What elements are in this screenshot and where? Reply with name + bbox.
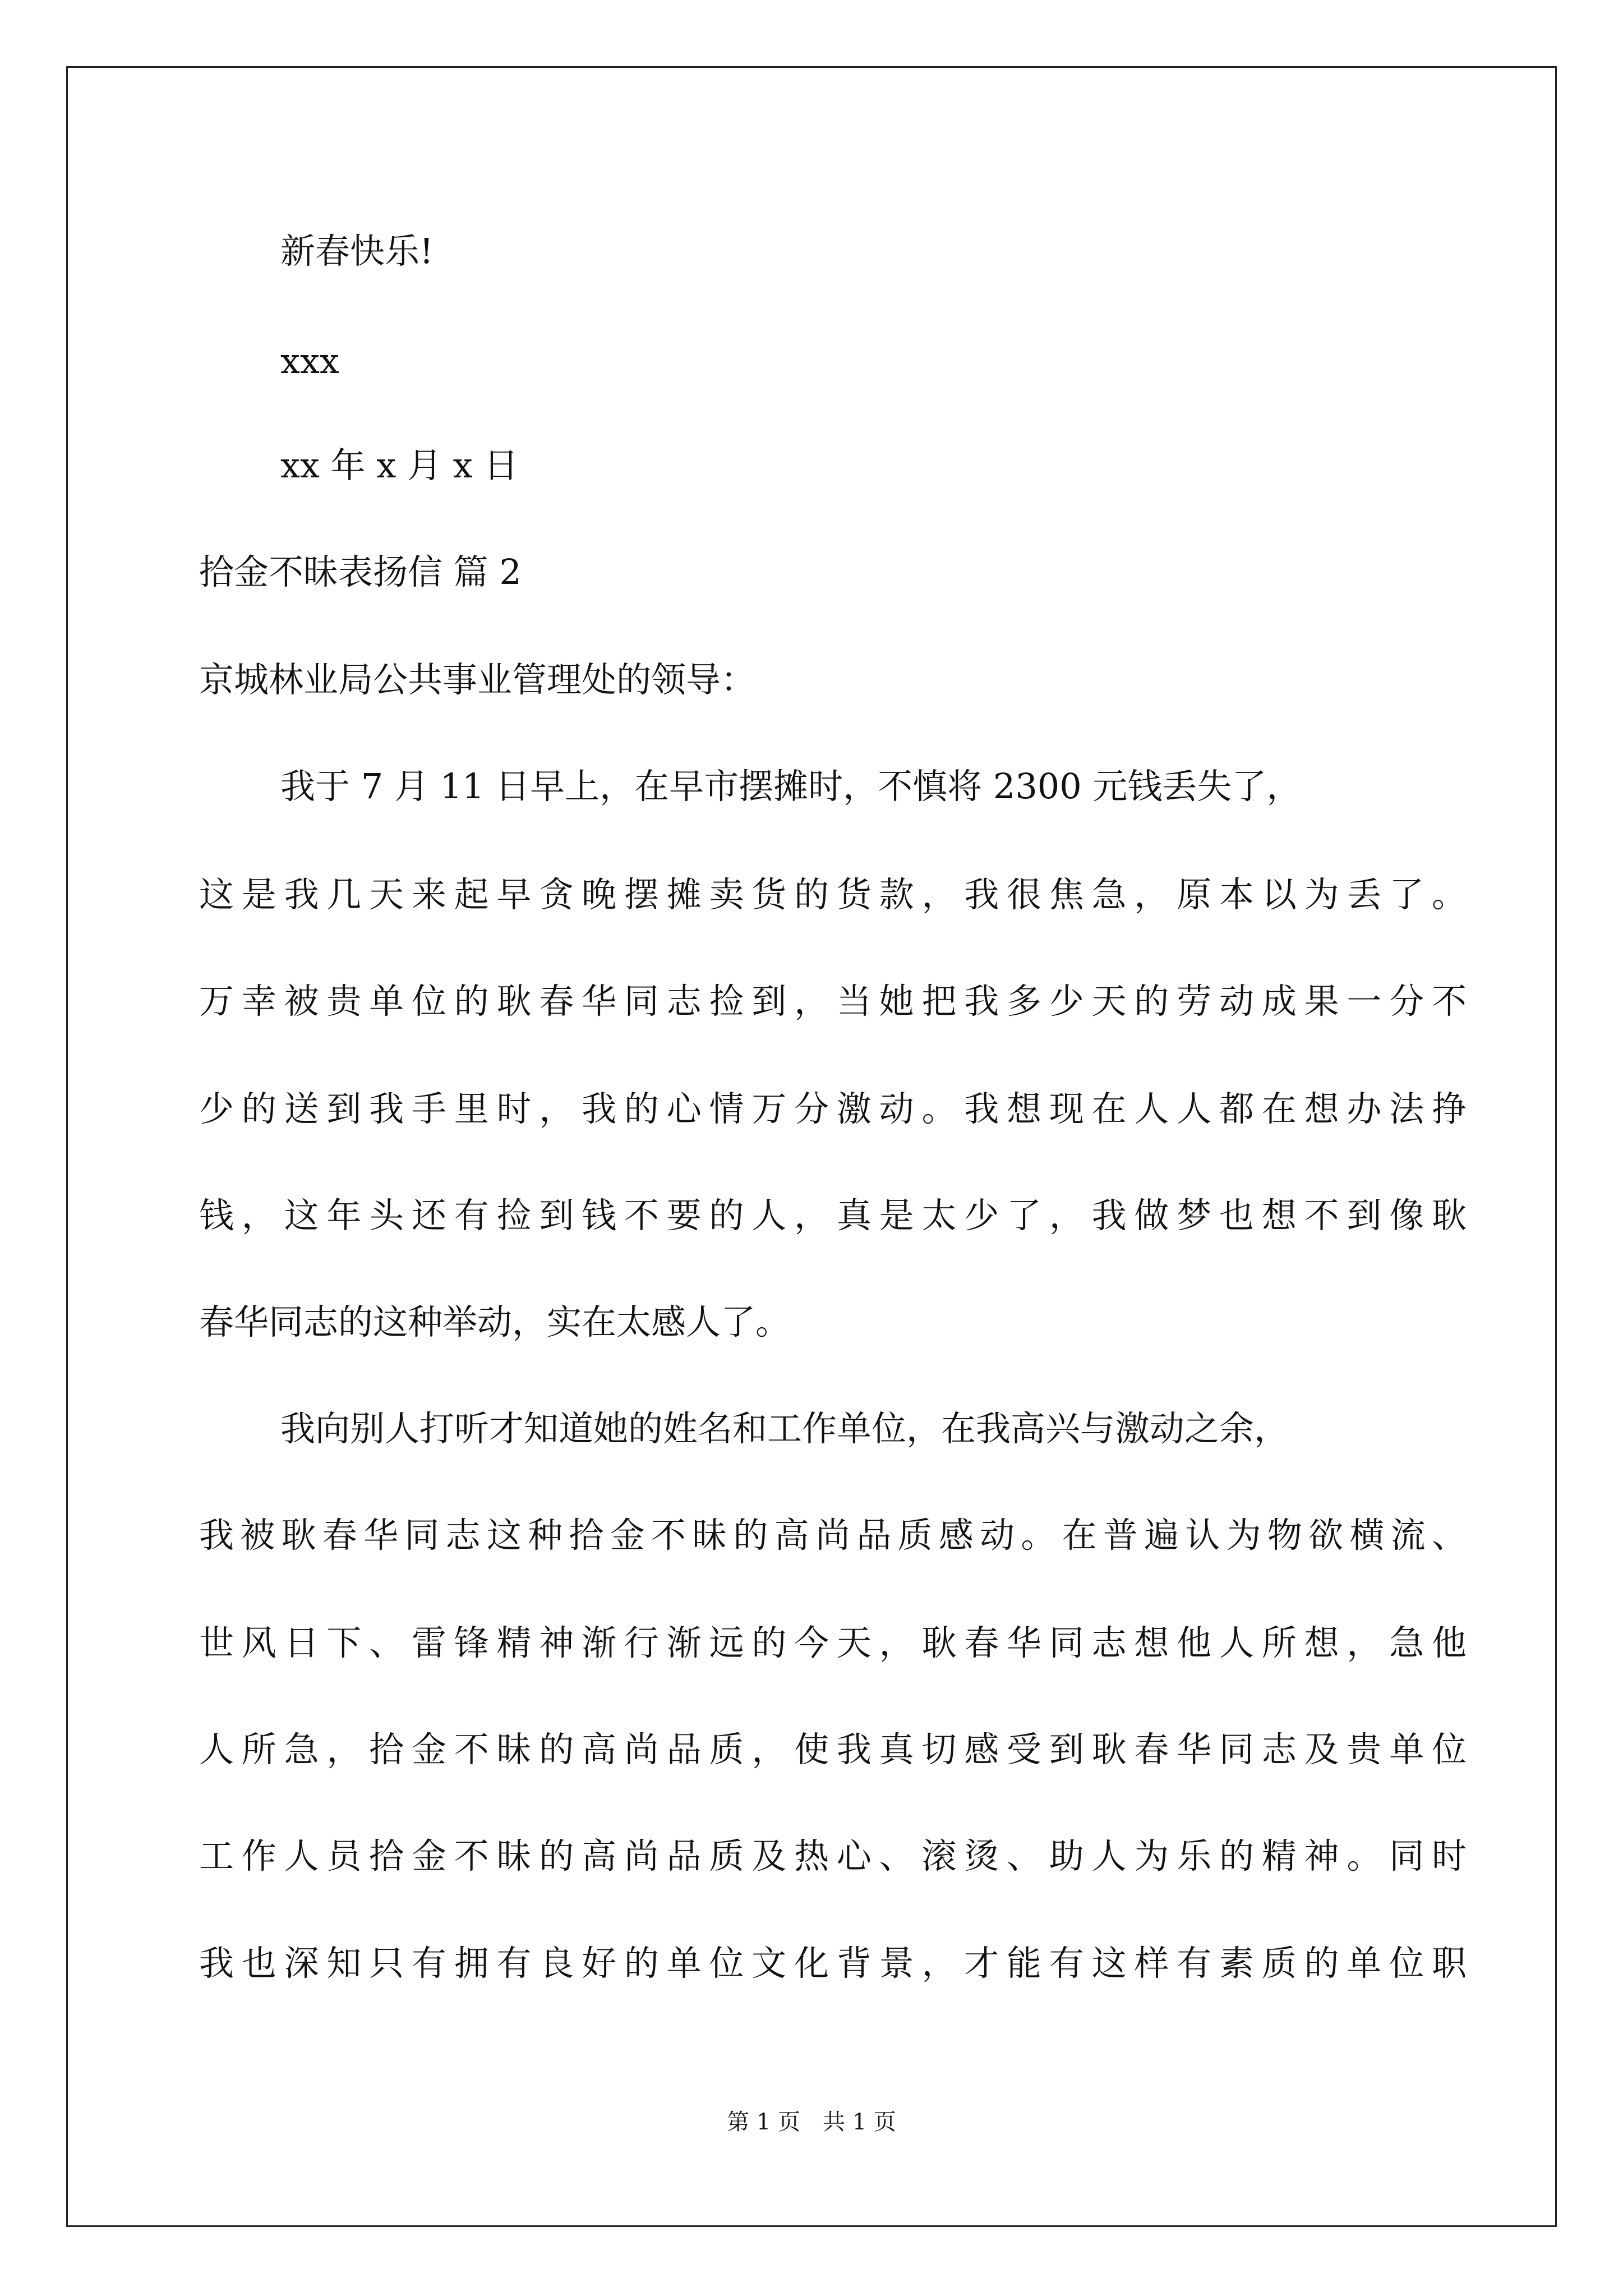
paragraph-2-line-5: 工作人员拾金不昧的高尚品质及热心、滚烫、助人为乐的精神。同时 — [199, 1835, 1467, 1876]
paragraph-2-line-1: 我向别人打听才知道她的姓名和工作单位，在我高兴与激动之余， — [280, 1408, 1289, 1449]
paragraph-1-line-6: 春华同志的这种举动，实在太感人了。 — [199, 1301, 791, 1342]
section-heading: 拾金不昧表扬信 篇 2 — [199, 551, 522, 592]
paragraph-1-line-3: 万幸被贵单位的耿春华同志捡到，当她把我多少天的劳动成果一分不 — [199, 981, 1467, 1022]
letter-salutation: 京城林业局公共事业管理处的领导： — [199, 659, 756, 700]
paragraph-1-line-4: 少的送到我手里时，我的心情万分激动。我想现在人人都在想办法挣 — [199, 1088, 1467, 1129]
paragraph-1-line-2: 这是我几天来起早贪晚摆摊卖货的货款，我很焦急，原本以为丢了。 — [199, 874, 1467, 915]
closing-signature: xxx — [280, 341, 339, 381]
paragraph-2-line-6: 我也深知只有拥有良好的单位文化背景，才能有这样有素质的单位职 — [199, 1943, 1467, 1984]
paragraph-1-line-5: 钱，这年头还有捡到钱不要的人，真是太少了，我做梦也想不到像耿 — [199, 1195, 1467, 1236]
paragraph-2-line-4: 人所急，拾金不昧的高尚品质，使我真切感受到耿春华同志及贵单位 — [199, 1729, 1467, 1770]
paragraph-1-line-1: 我于 7 月 11 日早上，在早市摆摊时，不慎将 2300 元钱丢失了， — [280, 766, 1302, 807]
paragraph-2-line-3: 世风日下、雷锋精神渐行渐远的今天，耿春华同志想他人所想，急他 — [199, 1622, 1467, 1663]
page-footer: 第 1 页 共 1 页 — [727, 2109, 896, 2135]
page-frame — [66, 66, 1557, 2227]
paragraph-2-line-2: 我被耿春华同志这种拾金不昧的高尚品质感动。在普遍认为物欲横流、 — [199, 1515, 1467, 1556]
closing-date: xx 年 x 月 x 日 — [280, 445, 519, 486]
closing-greeting: 新春快乐! — [280, 231, 434, 272]
